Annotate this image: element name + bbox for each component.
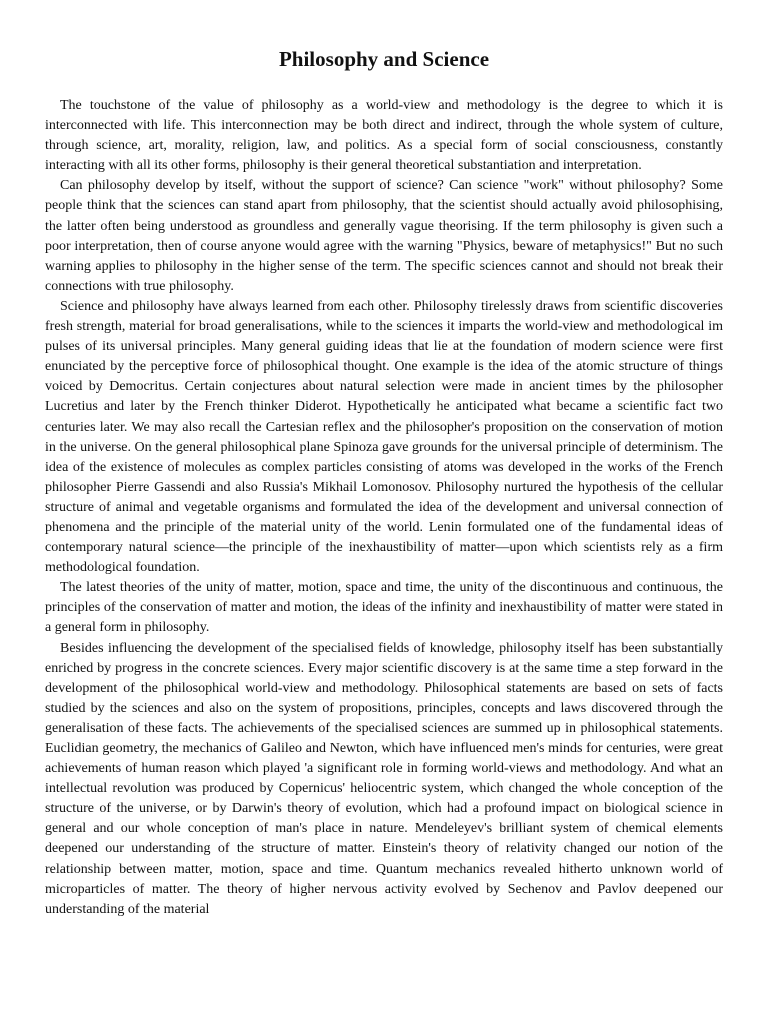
paragraph-2: Can philosophy develop by itself, without the support of science? Can science "work" without philosophy? Some people think that the sciences can stand apart from philosophy, that the scientist should actually avoid philosophising, the latter often being understood as groundless and generally vague theorising. If the term philosophy is given such a poor interpretation, then of course anyone would agree with the warning "Physics, beware of metaphysics!" But no such warning applies to philosophy in the higher sense of the term. The specific sciences cannot and should not break their connections with true philosophy. bbox=[45, 178, 723, 294]
paragraph-1: The touchstone of the value of philosophy as a world-view and methodology is the degree to which it is interconnected with life. This interconnection may be both direct and indirect, through the whole system of culture, through science, art, morality, religion, law, and politics. As a special form of social consciousness, constantly interacting with all its other forms, philosophy is their general theoretical substantiation and interpretation. bbox=[45, 98, 723, 174]
paragraph-3: Science and philosophy have always learned from each other. Philosophy tirelessly draws from scientific discoveries fresh strength, material for broad generalisations, while to the sciences it imparts the world-view and methodological im pulses of its universal principles. Many general guiding ideas that lie at the foundation of modern science were first enunciated by the perceptive force of philosophical thought. One example is the idea of the atomic structure of things voiced by Democritus. Certain conjectures about natural selection were made in ancient times by the philosopher Lucretius and later by the French thinker Diderot. Hypothetically he anticipated what became a scientific fact two centuries later. We may also recall the Cartesian reflex and the philosopher's proposition on the conservation of motion in the universe. On the general philosophical plane Spinoza gave grounds for the universal principle of determinism. The idea of the existence of molecules as complex particles consisting of atoms was developed in the works of the French philosopher Pierre Gassendi and also Russia's Mikhail Lomonosov. Philosophy nurtured the hypothesis of the cellular structure of animal and vegetable organisms and formulated the idea of the development and universal connection of phenomena and the principle of the material unity of the world. Lenin formulated one of the fundamental ideas of contemporary natural science—the principle of the inexhaustibility of matter—upon which scientists rely as a firm methodological foundation. bbox=[45, 298, 723, 576]
paragraph-5: Besides influencing the development of the specialised fields of knowledge, philosophy itself has been substantially enriched by progress in the concrete sciences. Every major scientific discovery is at the same time a step forward in the development of the philosophical world-view and methodology. Philosophical statements are based on sets of facts studied by the sciences and also on the system of propositions, principles, concepts and laws discovered through the generalisation of these facts. The achievements of the specialised sciences are summed up in philosophical statements. Euclidian geometry, the mechanics of Galileo and Newton, which have influenced men's minds for centuries, were great achievements of human reason which played 'a significant role in forming world-views and methodology. And what an intellectual revolution was produced by Copernicus' heliocentric system, which changed the whole conception of the structure of the universe, or by Darwin's theory of evolution, which had a profound impact on biological science in general and our whole conception of man's place in nature. Mendeleyev's brilliant system of chemical elements deepened our understanding of the structure of matter. Einstein's theory of relativity changed our notion of the relationship between matter, motion, space and time. Quantum mechanics revealed hitherto unknown world of microparticles of matter. The theory of higher nervous activity evolved by Sechenov and Pavlov deepened our understanding of the material bbox=[45, 640, 723, 917]
page-title: Philosophy and Science bbox=[278, 47, 490, 71]
document-page bbox=[45, 44, 723, 920]
paragraph-4: The latest theories of the unity of matter, motion, space and time, the unity of the discontinuous and continuous, the principles of the conservation of matter and motion, the ideas of the infinity and inexhaustibility of matter were stated in a general form in philosophy. bbox=[45, 580, 723, 636]
